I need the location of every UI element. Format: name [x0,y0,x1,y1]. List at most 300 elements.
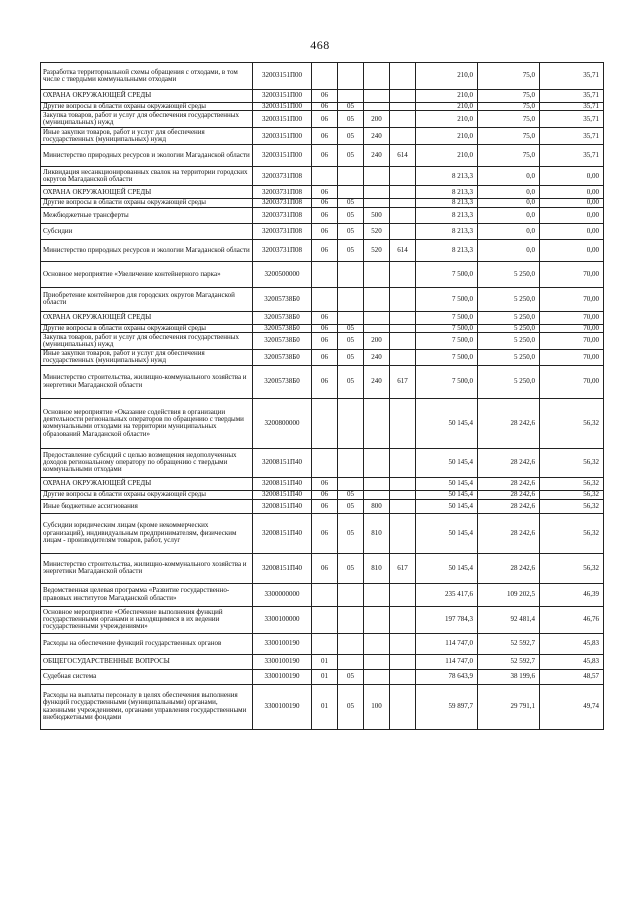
subsection-code [338,287,364,311]
row-name: Министерство природных ресурсов и экологии Магаданской области [41,239,253,261]
section-code: 06 [312,145,338,167]
planned-amount: 50 145,4 [416,477,478,490]
execution-percent: 35,71 [540,90,604,103]
table-row [41,324,604,332]
table-row [41,606,604,633]
expense-type-code [364,90,390,103]
expense-type-code [364,103,390,111]
administrator-code [390,311,416,324]
planned-amount: 7 500,0 [416,365,478,398]
subsection-code: 05 [338,669,364,684]
executed-amount: 75,0 [478,103,540,111]
expense-type-code: 800 [364,499,390,513]
executed-amount: 28 242,6 [478,553,540,583]
target-article-code: 32003731П08 [253,239,312,261]
execution-percent: 0,00 [540,167,604,186]
subsection-code [338,167,364,186]
subsection-code: 05 [338,499,364,513]
execution-percent: 35,71 [540,103,604,111]
target-article-code: 32003731П08 [253,223,312,239]
table-row [41,207,604,223]
administrator-code [390,199,416,207]
subsection-code [338,633,364,654]
subsection-code: 05 [338,239,364,261]
executed-amount: 28 242,6 [478,490,540,499]
execution-percent: 35,71 [540,111,604,128]
table-row [41,287,604,311]
administrator-code [390,669,416,684]
execution-percent: 48,57 [540,669,604,684]
target-article-code: 32003151П00 [253,145,312,167]
administrator-code [390,128,416,145]
table-row [41,633,604,654]
executed-amount: 75,0 [478,90,540,103]
target-article-code: 3300100190 [253,684,312,729]
planned-amount: 210,0 [416,90,478,103]
target-article-code: 3300100190 [253,669,312,684]
planned-amount: 8 213,3 [416,207,478,223]
planned-amount: 7 500,0 [416,324,478,332]
table-row [41,553,604,583]
expense-type-code [364,654,390,669]
expense-type-code: 200 [364,333,390,350]
target-article-code: 32008151П40 [253,477,312,490]
planned-amount: 50 145,4 [416,513,478,553]
executed-amount: 92 481,4 [478,606,540,633]
expense-type-code [364,490,390,499]
target-article-code: 3300000000 [253,583,312,606]
execution-percent: 70,00 [540,261,604,287]
expense-type-code: 520 [364,223,390,239]
expense-type-code [364,63,390,90]
row-name: Расходы на обеспечение функций государственных органов [41,633,253,654]
executed-amount: 0,0 [478,239,540,261]
executed-amount: 0,0 [478,186,540,199]
table-row [41,145,604,167]
execution-percent: 0,00 [540,223,604,239]
expense-type-code [364,583,390,606]
subsection-code [338,186,364,199]
executed-amount: 75,0 [478,63,540,90]
row-name: ОХРАНА ОКРУЖАЮЩЕЙ СРЕДЫ [41,90,253,103]
administrator-code: 614 [390,145,416,167]
executed-amount: 28 242,6 [478,477,540,490]
target-article-code: 32008151П40 [253,513,312,553]
planned-amount: 210,0 [416,128,478,145]
subsection-code [338,477,364,490]
expense-type-code [364,398,390,448]
administrator-code: 614 [390,239,416,261]
row-name: Субсидии [41,223,253,239]
executed-amount: 28 242,6 [478,499,540,513]
row-name: Иные закупки товаров, работ и услуг для обеспечения государственных (муниципальных) нужд [41,350,253,366]
subsection-code: 05 [338,324,364,332]
subsection-code: 05 [338,111,364,128]
executed-amount: 75,0 [478,111,540,128]
target-article-code: 32003151П00 [253,128,312,145]
executed-amount: 28 242,6 [478,513,540,553]
administrator-code [390,186,416,199]
subsection-code [338,63,364,90]
row-name: Министерство строительства, жилищно-коммунального хозяйства и энергетики Магаданской области [41,365,253,398]
table-row [41,239,604,261]
target-article-code: 32008151П40 [253,553,312,583]
expense-type-code [364,477,390,490]
executed-amount: 5 250,0 [478,350,540,366]
target-article-code: 3300100000 [253,606,312,633]
row-name: Межбюджетные трансферты [41,207,253,223]
executed-amount: 28 242,6 [478,398,540,448]
section-code [312,63,338,90]
section-code: 06 [312,513,338,553]
planned-amount: 210,0 [416,103,478,111]
execution-percent: 70,00 [540,287,604,311]
row-name: Субсидии юридическим лицам (кроме некоммерческих организаций), индивидуальным предпринимателям, физическим лицам - производителям товаров, работ, услуг [41,513,253,553]
planned-amount: 50 145,4 [416,490,478,499]
administrator-code: 617 [390,365,416,398]
expense-type-code: 810 [364,553,390,583]
administrator-code [390,499,416,513]
administrator-code [390,324,416,332]
planned-amount: 235 417,6 [416,583,478,606]
row-name: Другие вопросы в области охраны окружающей среды [41,199,253,207]
subsection-code [338,261,364,287]
planned-amount: 8 213,3 [416,199,478,207]
executed-amount: 29 791,1 [478,684,540,729]
subsection-code [338,90,364,103]
table-row [41,199,604,207]
subsection-code: 05 [338,513,364,553]
subsection-code: 05 [338,490,364,499]
executed-amount: 109 202,5 [478,583,540,606]
section-code [312,583,338,606]
planned-amount: 7 500,0 [416,287,478,311]
subsection-code: 05 [338,145,364,167]
execution-percent: 56,32 [540,499,604,513]
execution-percent: 70,00 [540,350,604,366]
execution-percent: 56,32 [540,398,604,448]
row-name: Судебная система [41,669,253,684]
execution-percent: 46,39 [540,583,604,606]
target-article-code: 32003151П00 [253,103,312,111]
section-code: 06 [312,490,338,499]
expense-type-code [364,606,390,633]
section-code: 01 [312,669,338,684]
subsection-code: 05 [338,223,364,239]
planned-amount: 59 897,7 [416,684,478,729]
target-article-code: 32005738Б0 [253,311,312,324]
section-code: 06 [312,223,338,239]
table-row [41,186,604,199]
section-code [312,606,338,633]
administrator-code [390,111,416,128]
table-row [41,513,604,553]
expense-type-code [364,311,390,324]
subsection-code: 05 [338,333,364,350]
administrator-code [390,223,416,239]
subsection-code [338,583,364,606]
planned-amount: 50 145,4 [416,499,478,513]
row-name: Приобретение контейнеров для городских округов Магаданской области [41,287,253,311]
executed-amount: 0,0 [478,207,540,223]
expense-type-code [364,186,390,199]
execution-percent: 0,00 [540,207,604,223]
expense-type-code [364,199,390,207]
section-code: 06 [312,186,338,199]
row-name: Разработка территориальной схемы обращения с отходами, в том числе с твердыми коммунальными отходами [41,63,253,90]
subsection-code [338,311,364,324]
row-name: Другие вопросы в области охраны окружающей среды [41,103,253,111]
row-name: Иные закупки товаров, работ и услуг для обеспечения государственных (муниципальных) нужд [41,128,253,145]
administrator-code [390,684,416,729]
administrator-code: 617 [390,553,416,583]
row-name: ОХРАНА ОКРУЖАЮЩЕЙ СРЕДЫ [41,186,253,199]
planned-amount: 210,0 [416,63,478,90]
section-code: 06 [312,499,338,513]
table-row [41,167,604,186]
administrator-code [390,633,416,654]
executed-amount: 75,0 [478,128,540,145]
table-row [41,103,604,111]
execution-percent: 35,71 [540,63,604,90]
administrator-code [390,287,416,311]
table-row [41,477,604,490]
planned-amount: 7 500,0 [416,311,478,324]
table-body [41,63,604,730]
row-name: ОБЩЕГОСУДАРСТВЕННЫЕ ВОПРОСЫ [41,654,253,669]
target-article-code: 32005738Б0 [253,287,312,311]
executed-amount: 0,0 [478,167,540,186]
execution-percent: 70,00 [540,324,604,332]
table-row [41,684,604,729]
execution-percent: 56,32 [540,513,604,553]
executed-amount: 52 592,7 [478,654,540,669]
execution-percent: 35,71 [540,128,604,145]
expense-type-code [364,669,390,684]
subsection-code [338,398,364,448]
section-code [312,398,338,448]
planned-amount: 114 747,0 [416,654,478,669]
administrator-code [390,448,416,477]
execution-percent: 45,83 [540,633,604,654]
execution-percent: 49,74 [540,684,604,729]
expense-type-code [364,261,390,287]
expense-type-code [364,287,390,311]
row-name: Предоставление субсидий с целью возмещения недополученных доходов региональному оператору по обращению с твердыми коммунальными отходами [41,448,253,477]
table-row [41,333,604,350]
subsection-code: 05 [338,103,364,111]
target-article-code: 32008151П40 [253,448,312,477]
expense-type-code: 240 [364,350,390,366]
execution-percent: 56,32 [540,490,604,499]
executed-amount: 5 250,0 [478,261,540,287]
table-row [41,499,604,513]
execution-percent: 0,00 [540,199,604,207]
table-row [41,669,604,684]
table-row [41,128,604,145]
section-code [312,287,338,311]
target-article-code: 32005738Б0 [253,365,312,398]
target-article-code: 32005738Б0 [253,324,312,332]
subsection-code: 05 [338,207,364,223]
expense-type-code: 240 [364,128,390,145]
table-row [41,90,604,103]
row-name: Министерство природных ресурсов и экологии Магаданской области [41,145,253,167]
budget-table [40,62,604,730]
subsection-code [338,654,364,669]
planned-amount: 197 784,3 [416,606,478,633]
row-name: Закупка товаров, работ и услуг для обеспечения государственных (муниципальных) нужд [41,333,253,350]
expense-type-code: 200 [364,111,390,128]
row-name: Расходы на выплаты персоналу в целях обеспечения выполнения функций государственными (муниципальными) органами, казенными учреждениями, органами управления государственными внебюджетными фондами [41,684,253,729]
target-article-code: 3300100190 [253,633,312,654]
section-code: 06 [312,128,338,145]
administrator-code [390,654,416,669]
table-row [41,311,604,324]
subsection-code: 05 [338,128,364,145]
planned-amount: 50 145,4 [416,553,478,583]
execution-percent: 70,00 [540,311,604,324]
executed-amount: 28 242,6 [478,448,540,477]
administrator-code [390,490,416,499]
target-article-code: 3300100190 [253,654,312,669]
execution-percent: 46,76 [540,606,604,633]
planned-amount: 78 643,9 [416,669,478,684]
table-row [41,583,604,606]
execution-percent: 0,00 [540,186,604,199]
subsection-code: 05 [338,684,364,729]
row-name: Иные бюджетные ассигнования [41,499,253,513]
target-article-code: 32003151П00 [253,63,312,90]
planned-amount: 114 747,0 [416,633,478,654]
planned-amount: 8 213,3 [416,223,478,239]
execution-percent: 56,32 [540,553,604,583]
table-row [41,223,604,239]
table-row [41,398,604,448]
planned-amount: 210,0 [416,111,478,128]
section-code: 06 [312,365,338,398]
execution-percent: 56,32 [540,477,604,490]
planned-amount: 8 213,3 [416,167,478,186]
execution-percent: 45,83 [540,654,604,669]
section-code: 06 [312,553,338,583]
administrator-code [390,398,416,448]
target-article-code: 32005738Б0 [253,333,312,350]
executed-amount: 5 250,0 [478,324,540,332]
expense-type-code: 520 [364,239,390,261]
administrator-code [390,90,416,103]
table-row [41,448,604,477]
section-code: 06 [312,350,338,366]
section-code [312,261,338,287]
execution-percent: 70,00 [540,333,604,350]
section-code [312,633,338,654]
executed-amount: 5 250,0 [478,333,540,350]
expense-type-code [364,167,390,186]
section-code: 06 [312,311,338,324]
row-name: Ведомственная целевая программа «Развитие государственно-правовых институтов Магаданской области» [41,583,253,606]
section-code: 06 [312,477,338,490]
table-row [41,63,604,90]
section-code: 06 [312,199,338,207]
row-name: Закупка товаров, работ и услуг для обеспечения государственных (муниципальных) нужд [41,111,253,128]
section-code: 06 [312,324,338,332]
row-name: Другие вопросы в области охраны окружающей среды [41,324,253,332]
executed-amount: 38 199,6 [478,669,540,684]
expense-type-code: 100 [364,684,390,729]
planned-amount: 210,0 [416,145,478,167]
execution-percent: 0,00 [540,239,604,261]
administrator-code [390,333,416,350]
table-row [41,365,604,398]
administrator-code [390,477,416,490]
administrator-code [390,606,416,633]
section-code: 01 [312,654,338,669]
subsection-code [338,606,364,633]
page-number: 468 [310,38,330,52]
target-article-code: 32003151П00 [253,90,312,103]
table-row [41,490,604,499]
administrator-code [390,103,416,111]
planned-amount: 7 500,0 [416,333,478,350]
subsection-code: 05 [338,199,364,207]
executed-amount: 5 250,0 [478,311,540,324]
target-article-code: 32003731П08 [253,167,312,186]
expense-type-code: 810 [364,513,390,553]
section-code: 01 [312,684,338,729]
target-article-code: 32003731П08 [253,186,312,199]
expense-type-code [364,633,390,654]
executed-amount: 75,0 [478,145,540,167]
execution-percent: 35,71 [540,145,604,167]
administrator-code [390,261,416,287]
planned-amount: 8 213,3 [416,186,478,199]
section-code: 06 [312,333,338,350]
expense-type-code: 500 [364,207,390,223]
row-name: ОХРАНА ОКРУЖАЮЩЕЙ СРЕДЫ [41,311,253,324]
planned-amount: 50 145,4 [416,398,478,448]
expense-type-code [364,324,390,332]
target-article-code: 32003731П08 [253,199,312,207]
administrator-code [390,583,416,606]
section-code [312,167,338,186]
expense-type-code: 240 [364,145,390,167]
subsection-code: 05 [338,365,364,398]
section-code: 06 [312,103,338,111]
section-code: 06 [312,239,338,261]
subsection-code: 05 [338,350,364,366]
target-article-code: 32008151П40 [253,499,312,513]
expense-type-code [364,448,390,477]
table-row [41,350,604,366]
section-code [312,448,338,477]
executed-amount: 52 592,7 [478,633,540,654]
executed-amount: 5 250,0 [478,365,540,398]
row-name: Основное мероприятие «Оказание содействия в организации деятельности региональных операторов по обращению с твердыми коммунальными отходами на территории муниципальных образований Магаданской области» [41,398,253,448]
executed-amount: 5 250,0 [478,287,540,311]
planned-amount: 50 145,4 [416,448,478,477]
row-name: Другие вопросы в области охраны окружающей среды [41,490,253,499]
subsection-code: 05 [338,553,364,583]
execution-percent: 56,32 [540,448,604,477]
target-article-code: 32003731П08 [253,207,312,223]
planned-amount: 7 500,0 [416,350,478,366]
section-code: 06 [312,90,338,103]
row-name: Основное мероприятие «Увеличение контейнерного парка» [41,261,253,287]
execution-percent: 70,00 [540,365,604,398]
row-name: Ликвидация несанкционированных свалок на территории городских округов Магаданской области [41,167,253,186]
target-article-code: 32005738Б0 [253,350,312,366]
